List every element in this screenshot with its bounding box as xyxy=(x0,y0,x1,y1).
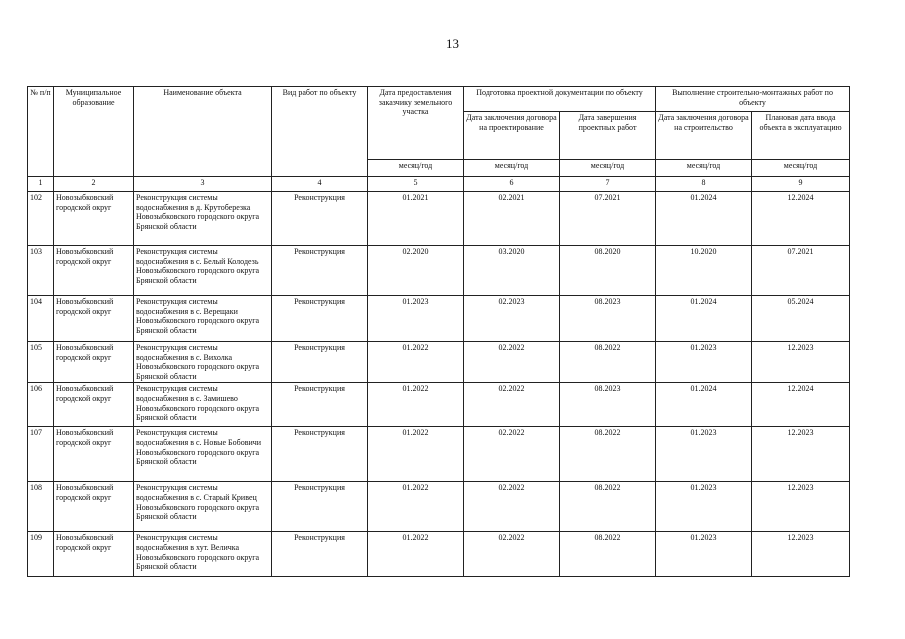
row-municipality: Новозыбковский городской округ xyxy=(54,482,134,532)
row-work-type: Реконструкция xyxy=(272,246,368,296)
unit-cell: месяц/год xyxy=(464,160,560,177)
row-planned-commission: 12.2024 xyxy=(752,192,850,246)
row-design-end: 08.2023 xyxy=(560,296,656,342)
table-row xyxy=(28,296,850,342)
row-design-contract: 02.2022 xyxy=(464,383,560,427)
investment-objects-table xyxy=(27,86,850,577)
row-number: 104 xyxy=(28,296,54,342)
unit-cell: месяц/год xyxy=(560,160,656,177)
row-work-type: Реконструкция xyxy=(272,427,368,482)
row-land-date: 01.2023 xyxy=(368,296,464,342)
column-number: 7 xyxy=(560,177,656,192)
row-design-end: 08.2020 xyxy=(560,246,656,296)
table-row xyxy=(28,192,850,246)
column-number: 3 xyxy=(134,177,272,192)
header-planned-commission: Плановая дата ввода объекта в эксплуатацию xyxy=(752,112,850,160)
row-number: 105 xyxy=(28,342,54,383)
table-row xyxy=(28,342,850,383)
header-municipality: Муниципальное образование xyxy=(54,87,134,177)
row-design-end: 08.2022 xyxy=(560,427,656,482)
row-object-name: Реконструкция системы водоснабжения в д. Крутоберезка Новозыбковского городского округа Брянской области xyxy=(134,192,272,246)
row-municipality: Новозыбковский городской округ xyxy=(54,296,134,342)
row-object-name: Реконструкция системы водоснабжения в с. Верещаки Новозыбковского городского округа Брянской области xyxy=(134,296,272,342)
row-land-date: 01.2022 xyxy=(368,342,464,383)
unit-cell: месяц/год xyxy=(752,160,850,177)
row-object-name: Реконструкция системы водоснабжения в хут. Величка Новозыбковского городского округа Брянской области xyxy=(134,532,272,577)
row-design-contract: 02.2022 xyxy=(464,532,560,577)
row-land-date: 01.2022 xyxy=(368,532,464,577)
table-row xyxy=(28,246,850,296)
header-construction-group: Выполнение строительно-монтажных работ по объекту xyxy=(656,87,850,112)
row-planned-commission: 12.2023 xyxy=(752,482,850,532)
row-number: 106 xyxy=(28,383,54,427)
row-work-type: Реконструкция xyxy=(272,296,368,342)
header-design-contract: Дата заключения договора на проектирование xyxy=(464,112,560,160)
header-num: № п/п xyxy=(28,87,54,177)
table-row xyxy=(28,532,850,577)
row-planned-commission: 12.2023 xyxy=(752,427,850,482)
header-object-name: Наименование объекта xyxy=(134,87,272,177)
page-number: 13 xyxy=(446,36,459,51)
row-design-contract: 02.2021 xyxy=(464,192,560,246)
table-row xyxy=(28,383,850,427)
row-object-name: Реконструкция системы водоснабжения в с. Вихолка Новозыбковского городского округа Брянской области xyxy=(134,342,272,383)
row-planned-commission: 12.2024 xyxy=(752,383,850,427)
row-planned-commission: 12.2023 xyxy=(752,532,850,577)
row-design-contract: 02.2022 xyxy=(464,342,560,383)
row-work-type: Реконструкция xyxy=(272,342,368,383)
table-row xyxy=(28,482,850,532)
row-planned-commission: 07.2021 xyxy=(752,246,850,296)
row-number: 103 xyxy=(28,246,54,296)
header-design-end: Дата завершения проектных работ xyxy=(560,112,656,160)
row-number: 108 xyxy=(28,482,54,532)
row-construction-contract: 01.2023 xyxy=(656,427,752,482)
row-work-type: Реконструкция xyxy=(272,532,368,577)
row-work-type: Реконструкция xyxy=(272,482,368,532)
row-design-contract: 02.2023 xyxy=(464,296,560,342)
row-design-contract: 02.2022 xyxy=(464,427,560,482)
column-number: 5 xyxy=(368,177,464,192)
column-number: 9 xyxy=(752,177,850,192)
row-construction-contract: 01.2024 xyxy=(656,383,752,427)
row-object-name: Реконструкция системы водоснабжения в с. Белый Колодезь Новозыбковского городского округа Брянской области xyxy=(134,246,272,296)
row-design-end: 08.2022 xyxy=(560,482,656,532)
row-construction-contract: 01.2024 xyxy=(656,296,752,342)
row-number: 109 xyxy=(28,532,54,577)
row-municipality: Новозыбковский городской округ xyxy=(54,192,134,246)
row-construction-contract: 10.2020 xyxy=(656,246,752,296)
row-construction-contract: 01.2023 xyxy=(656,482,752,532)
row-construction-contract: 01.2023 xyxy=(656,342,752,383)
column-number: 2 xyxy=(54,177,134,192)
column-number: 6 xyxy=(464,177,560,192)
column-number: 1 xyxy=(28,177,54,192)
row-municipality: Новозыбковский городской округ xyxy=(54,342,134,383)
header-construction-contract: Дата заключения договора на строительство xyxy=(656,112,752,160)
row-municipality: Новозыбковский городской округ xyxy=(54,532,134,577)
row-design-contract: 03.2020 xyxy=(464,246,560,296)
row-land-date: 02.2020 xyxy=(368,246,464,296)
row-object-name: Реконструкция системы водоснабжения в с. Новые Бобовичи Новозыбковского городского округа Брянской области xyxy=(134,427,272,482)
row-planned-commission: 05.2024 xyxy=(752,296,850,342)
row-work-type: Реконструкция xyxy=(272,192,368,246)
row-municipality: Новозыбковский городской округ xyxy=(54,427,134,482)
row-design-end: 08.2022 xyxy=(560,342,656,383)
row-object-name: Реконструкция системы водоснабжения в с. Старый Кривец Новозыбковского городского округа Брянской области xyxy=(134,482,272,532)
row-work-type: Реконструкция xyxy=(272,383,368,427)
header-land-date: Дата предоставления заказчику земельного участка xyxy=(368,87,464,160)
row-construction-contract: 01.2023 xyxy=(656,532,752,577)
row-planned-commission: 12.2023 xyxy=(752,342,850,383)
row-municipality: Новозыбковский городской округ xyxy=(54,383,134,427)
row-number: 102 xyxy=(28,192,54,246)
column-number: 4 xyxy=(272,177,368,192)
row-object-name: Реконструкция системы водоснабжения в с. Замишево Новозыбковского городского округа Брянской области xyxy=(134,383,272,427)
unit-cell: месяц/год xyxy=(656,160,752,177)
row-design-end: 07.2021 xyxy=(560,192,656,246)
row-land-date: 01.2022 xyxy=(368,427,464,482)
header-work-type: Вид работ по объекту xyxy=(272,87,368,177)
row-land-date: 01.2022 xyxy=(368,383,464,427)
row-municipality: Новозыбковский городской округ xyxy=(54,246,134,296)
row-construction-contract: 01.2024 xyxy=(656,192,752,246)
row-land-date: 01.2022 xyxy=(368,482,464,532)
header-design-group: Подготовка проектной документации по объекту xyxy=(464,87,656,112)
row-number: 107 xyxy=(28,427,54,482)
column-number: 8 xyxy=(656,177,752,192)
unit-cell: месяц/год xyxy=(368,160,464,177)
row-design-end: 08.2022 xyxy=(560,532,656,577)
row-design-end: 08.2023 xyxy=(560,383,656,427)
row-design-contract: 02.2022 xyxy=(464,482,560,532)
row-land-date: 01.2021 xyxy=(368,192,464,246)
table-row xyxy=(28,427,850,482)
